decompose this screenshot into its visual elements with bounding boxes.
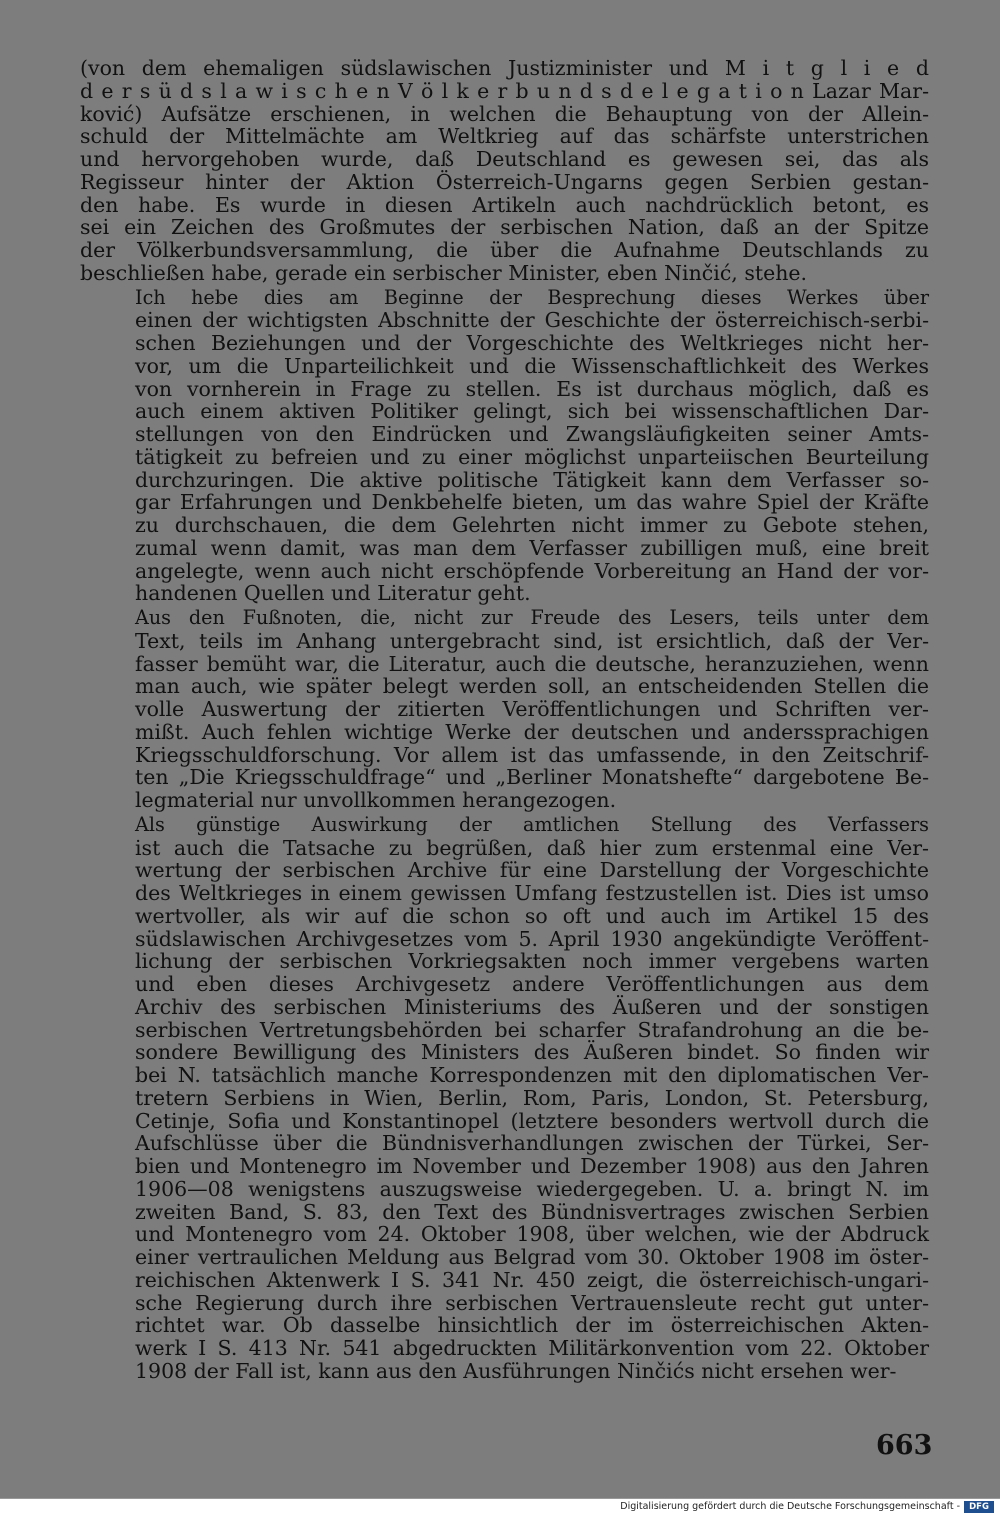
text-line: sondere Bewilligung des Ministers des Äußeren bindet. So finden wir [135,1040,929,1065]
text-line: zweiten Band, S. 83, den Text des Bündnisvertrages zwischen Serbien [135,1199,929,1224]
text-line: südslawischen Archivgesetzes vom 5. April 1930 angekündigte Veröffent- [135,926,929,951]
text-line: Ich hebe dies am Beginne der Besprechung dieses Werkes über [135,285,929,309]
text-line: Archiv des serbischen Ministeriums des Äußeren und der sonstigen [135,994,929,1019]
text-line: tretern Serbiens in Wien, Berlin, Rom, Paris, London, St. Petersburg, [135,1085,929,1110]
text-line: zumal wenn damit, was man dem Verfasser zubilligen muß, eine breit [135,535,929,560]
text-line: beschließen habe, gerade ein serbischer Minister, eben Ninčić, stehe. [80,260,808,285]
text-line: durchzuringen. Die aktive politische Tätigkeit kann dem Verfasser so- [135,467,929,492]
text-line: vor, um die Unparteilichkeit und die Wissenschaftlichkeit des Werkes [135,353,929,378]
text-line: mißt. Auch fehlen wichtige Werke der deutschen und anderssprachigen [135,719,929,744]
text-line: des Weltkrieges in einem gewissen Umfang festzustellen ist. Dies ist umso [135,881,929,905]
text-line: gar Erfahrungen und Denkbehelfe bieten, um das wahre Spiel der Kräfte [135,490,929,515]
text-line: bei N. tatsächlich manche Korrespondenzen mit den diplomatischen Ver- [135,1063,929,1087]
text-line: wertvoller, als wir auf die schon so oft und auch im Artikel 15 des [135,903,929,928]
paragraph [80,607,929,812]
text-line: angelegte, wenn auch nicht erschöpfende Vorbereitung an Hand der vor- [135,558,929,583]
paragraph [80,57,929,285]
text-line: und eben dieses Archivgesetz andere Veröffentlichungen aus dem [135,972,929,996]
text-line: den habe. Es wurde in diesen Artikeln auch nachdrücklich betont, es [80,192,929,217]
text-line: auch einem aktiven Politiker gelingt, sich bei wissenschaftlichen Dar- [135,399,929,424]
text-line: 1906—08 wenigstens auszugsweise wiedergegeben. U. a. bringt N. im [135,1176,929,1201]
text-line: Text, teils im Anhang untergebracht sind, ist ersichtlich, daß der Ver- [135,628,929,653]
paragraph [80,814,929,1383]
text-line: von vornherein in Frage zu stellen. Es ist durchaus möglich, daß es [135,376,929,401]
text-line: volle Auswertung der zitierten Veröffentlichungen und Schriften ver- [135,697,929,721]
text-line: serbischen Vertretungsbehörden bei scharfer Strafandrohung an die be- [135,1017,929,1042]
text-line: sche Regierung durch ihre serbischen Vertrauensleute recht gut unter- [135,1290,929,1315]
text-line: der Völkerbundsversammlung, die über die Aufnahme Deutschlands zu [80,238,929,262]
text-line: und hervorgehoben wurde, daß Deutschland es gewesen sei, das als [80,147,929,171]
text-line: tätigkeit zu befreien und zu einer möglichst unparteiischen Beurteilung [135,444,929,469]
text-line: Cetinje, Sofia und Konstantinopel (letztere besonders wertvoll durch die [135,1108,929,1133]
page-number: 663 [876,1430,933,1461]
text-line: handenen Quellen und Literatur geht. [135,581,531,606]
text-line: stellungen von den Eindrücken und Zwangsläufigkeiten seiner Amts- [135,422,929,446]
text-line: legmaterial nur unvollkommen herangezogen. [135,788,617,812]
text-line: Aus den Fußnoten, die, nicht zur Freude des Lesers, teils unter dem [135,606,929,629]
paragraph [80,287,929,606]
text-line: zu durchschauen, die dem Gelehrten nicht immer zu Gebote stehen, [135,513,929,537]
text-line: Kriegsschuldforschung. Vor allem ist das umfassende, in den Zeitschrif- [135,742,929,767]
text-line: ković) Aufsätze erschienen, in welchen die Behauptung von der Allein- [80,101,929,126]
text-line: Aufschlüsse über die Bündnisverhandlungen zwischen der Türkei, Ser- [135,1131,929,1156]
text-line: einen der wichtigsten Abschnitte der Geschichte der österreichisch-serbi- [135,308,929,333]
text-line: d e r s ü d s l a w i s c h e n V ö l k e r b u n d s d e l e g a t i o n Lazar Mar- [80,78,929,103]
text-line: bien und Montenegro im November und Dezember 1908) aus den Jahren [135,1154,929,1178]
text-line: sei ein Zeichen des Großmutes der serbischen Nation, daß an der Spitze [80,215,929,240]
text-line: richtet war. Ob dasselbe hinsichtlich der im österreichischen Akten- [135,1313,929,1338]
text-line: Als günstige Auswirkung der amtlichen Stellung des Verfassers [135,812,929,836]
digitization-footer [0,1498,1000,1516]
text-line: schen Beziehungen und der Vorgeschichte des Weltkrieges nicht her- [135,331,929,355]
text-line: 1908 der Fall ist, kann aus den Ausführungen Ninčićs nicht ersehen wer- [135,1358,897,1383]
dfg-logo-icon: DFG [964,1501,994,1513]
text-line: einer vertraulichen Meldung aus Belgrad vom 30. Oktober 1908 im öster- [135,1245,929,1269]
text-line: wertung der serbischen Archive für eine Darstellung der Vorgeschichte [135,858,929,883]
funding-notice: Digitalisierung gefördert durch die Deutsche Forschungsgemeinschaft - [620,1501,960,1512]
text-line: werk I S. 413 Nr. 541 abgedruckten Militärkonvention vom 22. Oktober [135,1336,929,1360]
text-line: man auch, wie später belegt werden soll, an entscheidenden Stellen die [135,674,929,699]
text-line: reichischen Aktenwerk I S. 341 Nr. 450 zeigt, die österreichisch-ungari- [135,1267,929,1292]
body-text [80,57,929,1385]
text-line: schuld der Mittelmächte am Weltkrieg auf das schärfste unterstrichen [80,124,929,149]
text-line: (von dem ehemaligen südslawischen Justizminister und M i t g l i e d [80,56,929,80]
text-line: lichung der serbischen Vorkriegsakten noch immer vergebens warten [135,949,929,974]
text-line: und Montenegro vom 24. Oktober 1908, über welchen, wie der Abdruck [135,1222,929,1247]
text-line: Regisseur hinter der Aktion Österreich-Ungarns gegen Serbien gestan- [80,169,929,194]
text-line: ten „Die Kriegsschuldfrage“ und „Berliner Monatshefte“ dargebotene Be- [135,765,929,790]
text-line: fasser bemüht war, die Literatur, auch die deutsche, heranzuziehen, wenn [135,651,929,676]
text-line: ist auch die Tatsache zu begrüßen, daß hier zum erstenmal eine Ver- [135,835,929,860]
